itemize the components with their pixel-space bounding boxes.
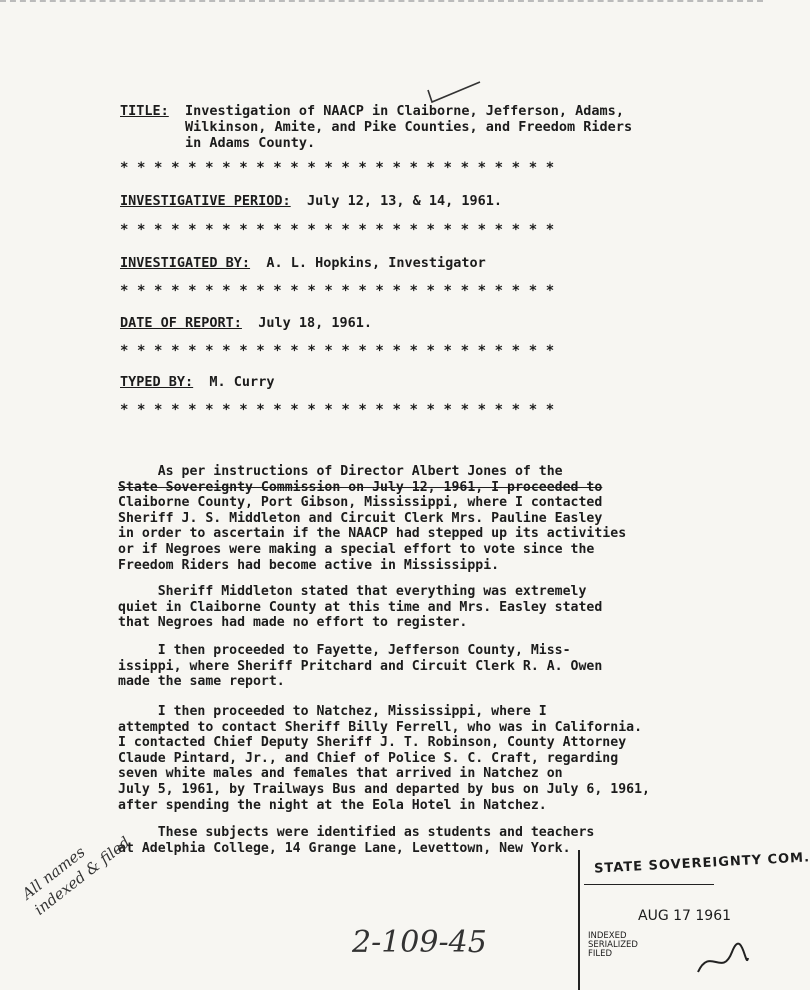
scan-edge <box>0 0 763 6</box>
investigator-label: INVESTIGATED BY: <box>120 255 251 271</box>
report-date-label: DATE OF REPORT: <box>120 315 242 331</box>
typed-text: M. Curry <box>209 374 275 390</box>
stamp-date: AUG 17 1961 <box>638 908 732 924</box>
stamp-divider <box>584 884 714 885</box>
paragraph-2: Sheriff Middleton stated that everything was extremely quiet in Claiborne County at this time and Mrs. Easley stated that Negroes had made no effort to register. <box>118 584 603 631</box>
paragraph-5: These subjects were identified as students and teachers at Adelphia College, 14 Grange Lane, Levettown, New York. <box>118 825 595 856</box>
paragraph-4: I then proceeded to Natchez, Mississippi, where I attempted to contact Sheriff Billy Ferrell, who was in California. I contacted Chief Deputy Sheriff J. T. Robinson, County Attorney Claude Pintard, Jr., and Chief of Police S. C. Craft, regarding seven white males and females that arrived in Natchez on July 5, 1961, by Trailways Bus and departed by bus on July 6, 1961, after spending the night at the Eola Hotel in Natchez. <box>118 704 650 813</box>
separator: ************************** <box>120 402 563 418</box>
separator: ************************** <box>120 343 563 359</box>
paragraph-1-rest: Claiborne County, Port Gibson, Mississippi, where I contacted Sheriff J. S. Middleton and Circuit Clerk Mrs. Pauline Easley in order to ascertain if the NAACP had stepped up its activities or if Negroes were making a special effort to vote since the Freedom Riders had become active in Mississippi. <box>118 495 627 573</box>
period-text: July 12, 13, & 14, 1961. <box>306 193 503 209</box>
stamp-org: STATE SOVEREIGNTY COM. <box>593 850 810 877</box>
period-line <box>120 193 502 209</box>
title-block <box>120 103 632 151</box>
investigator-text: A. L. Hopkins, Investigator <box>266 255 486 271</box>
paragraph-1 <box>118 464 708 573</box>
investigator-line <box>120 255 486 271</box>
file-number: 2-109-45 <box>352 925 487 960</box>
report-date-text: July 18, 1961. <box>258 315 372 331</box>
typed-line <box>120 374 274 390</box>
paragraph-1-struck-line: State Sovereignty Commission on July 12, 1961, I proceeded to <box>118 479 603 495</box>
separator: ************************** <box>120 283 563 299</box>
period-label: INVESTIGATIVE PERIOD: <box>120 193 291 209</box>
title-label: TITLE: <box>120 103 169 119</box>
handwritten-note: All names indexed & filed <box>18 833 134 919</box>
separator: ************************** <box>120 222 563 238</box>
separator: ************************** <box>120 160 563 176</box>
initials-scribble-icon <box>692 942 752 982</box>
title-text: Investigation of NAACP in Claiborne, Jefferson, Adams, Wilkinson, Amite, and Pike Counties, and Freedom Riders in Adams County. <box>185 103 633 151</box>
paragraph-3: I then proceeded to Fayette, Jefferson County, Miss- issippi, where Sheriff Pritchard and Circuit Clerk R. A. Owen made the same report. <box>118 643 603 690</box>
paragraph-1-line-1: As per instructions of Director Albert Jones of the <box>118 464 563 479</box>
checkmark-icon <box>420 78 490 108</box>
typed-label: TYPED BY: <box>120 374 194 390</box>
received-stamp <box>578 850 810 990</box>
stamp-labels: INDEXED SERIALIZED FILED <box>588 931 638 959</box>
report-date-line <box>120 315 372 331</box>
